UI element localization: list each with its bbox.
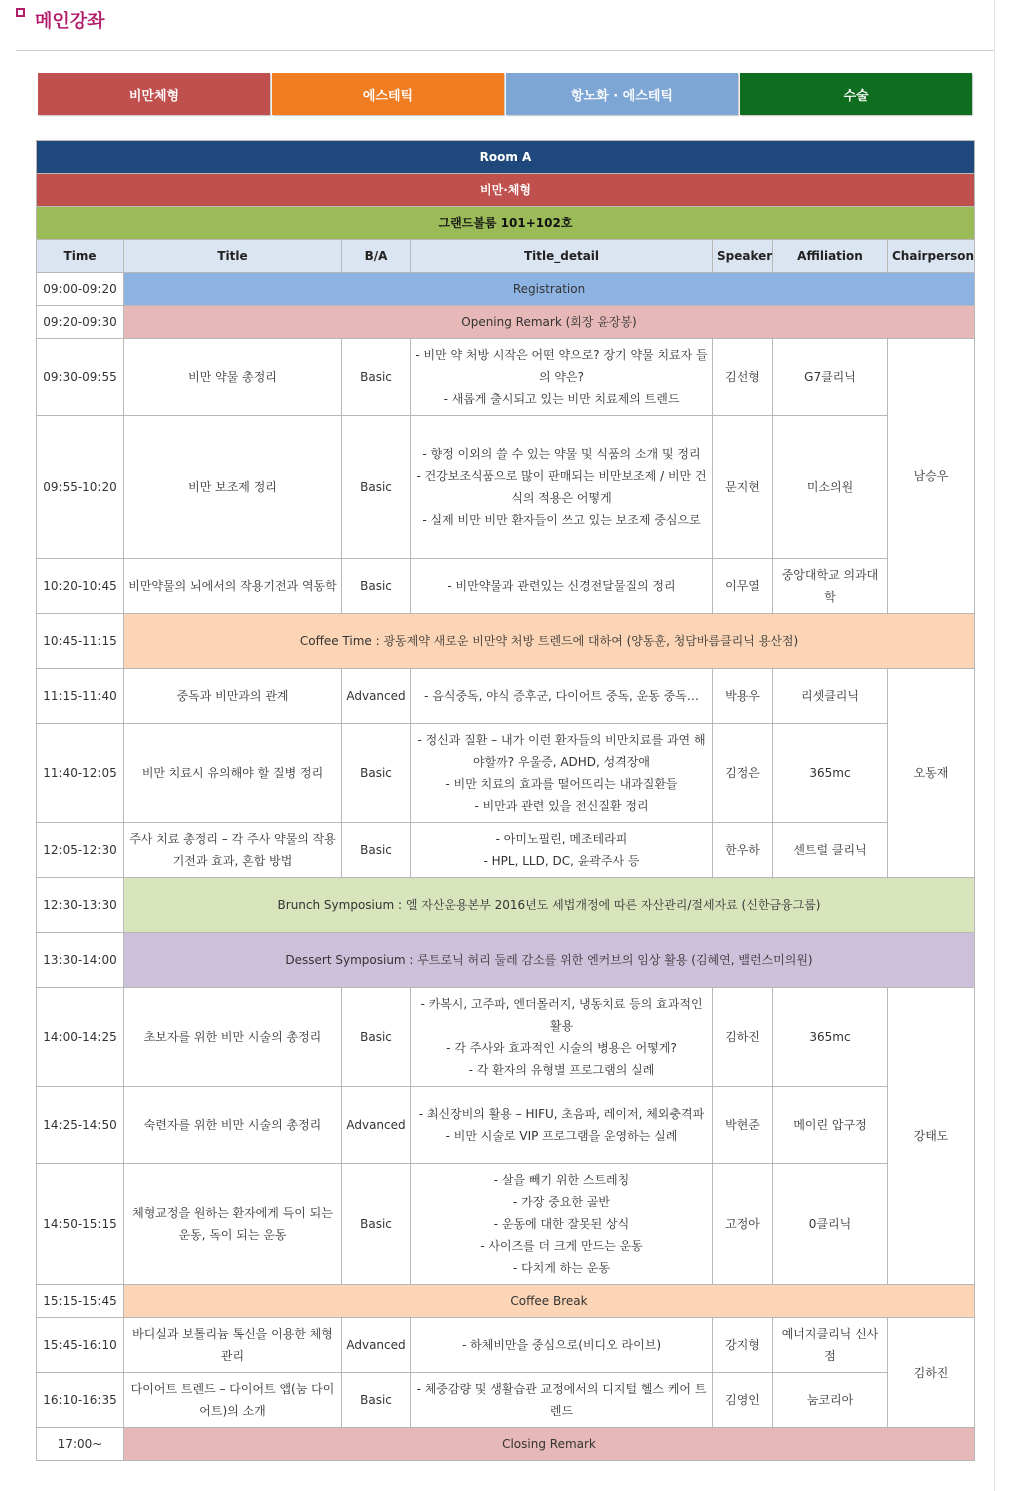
right-divider xyxy=(994,0,995,1491)
session-title: 비만 치료시 유의해야 할 질병 정리 xyxy=(124,724,342,823)
chairperson: 강태도 xyxy=(888,988,975,1285)
detail-line: - 카복시, 고주파, 엔더몰러지, 냉동치료 등의 효과적인 활용 xyxy=(420,997,703,1033)
row-time: 10:45-11:15 xyxy=(37,614,124,669)
detail-line: - 하체비만을 중심으로(비디오 라이브) xyxy=(461,1338,662,1352)
detail-line: - 새롭게 출시되고 있는 비만 치료제의 트렌드 xyxy=(443,392,680,406)
session-level: Basic xyxy=(342,988,411,1087)
session-title: 비만약물의 뇌에서의 작용기전과 역동학 xyxy=(124,559,342,614)
table-row xyxy=(37,669,975,724)
track-banner: 비만·체형 xyxy=(37,174,975,207)
row-time: 09:20-09:30 xyxy=(37,306,124,339)
session-detail xyxy=(411,1318,713,1373)
session-level: Basic xyxy=(342,1373,411,1428)
session-affiliation: 미소의원 xyxy=(773,416,888,559)
detail-line: - 비만 시술로 VIP 프로그램을 운영하는 실례 xyxy=(445,1129,678,1143)
session-speaker: 김선형 xyxy=(713,339,773,416)
row-time: 17:00~ xyxy=(37,1428,124,1461)
table-row xyxy=(37,988,975,1087)
row-time: 16:10-16:35 xyxy=(37,1373,124,1428)
chairperson: 김하진 xyxy=(888,1318,975,1428)
row-time: 14:00-14:25 xyxy=(37,988,124,1087)
session-title: 주사 치료 총정리 – 각 주사 약물의 작용기전과 효과, 혼합 방법 xyxy=(124,823,342,878)
session-level: Basic xyxy=(342,823,411,878)
session-detail xyxy=(411,988,713,1087)
session-speaker: 강지형 xyxy=(713,1318,773,1373)
square-bullet-icon xyxy=(16,8,25,17)
session-speaker: 김하진 xyxy=(713,988,773,1087)
session-title: 바디실과 보톨리늄 톡신을 이용한 체형관리 xyxy=(124,1318,342,1373)
session-detail xyxy=(411,1373,713,1428)
detail-line: - 실제 비만 비만 환자들이 쓰고 있는 보조제 중심으로 xyxy=(422,513,701,527)
tab-obesity[interactable]: 비만체형 xyxy=(38,73,270,115)
session-affiliation: 중앙대학교 의과대학 xyxy=(773,559,888,614)
table-row xyxy=(37,878,975,933)
table-row xyxy=(37,339,975,416)
section-title: 메인강좌 xyxy=(35,11,105,32)
table-row xyxy=(37,614,975,669)
session-speaker: 고정아 xyxy=(713,1164,773,1285)
session-affiliation: 365mc xyxy=(773,724,888,823)
detail-line: - 건강보조식품으로 많이 판매되는 비만보조제 / 비만 건식의 적용은 어떻게 xyxy=(416,469,707,505)
detail-line: - 음식중독, 야식 증후군, 다이어트 중독, 운동 중독… xyxy=(424,689,699,703)
row-time: 11:40-12:05 xyxy=(37,724,124,823)
session-detail xyxy=(411,669,713,724)
session-title: 중독과 비만과의 관계 xyxy=(124,669,342,724)
session-speaker: 박용우 xyxy=(713,669,773,724)
session-affiliation: G7클리닉 xyxy=(773,339,888,416)
detail-line: - 살을 빼기 위한 스트레칭 xyxy=(493,1173,630,1187)
detail-line: - 가장 중요한 골반 xyxy=(513,1195,610,1209)
detail-line: - 아미노필린, 메조테라피 xyxy=(495,832,628,846)
row-time: 13:30-14:00 xyxy=(37,933,124,988)
detail-line: - 비만 치료의 효과를 떨어뜨리는 내과질환들 xyxy=(445,777,678,791)
category-tabs xyxy=(38,73,972,115)
session-title: 초보자를 위한 비만 시술의 총정리 xyxy=(124,988,342,1087)
session-level: Basic xyxy=(342,559,411,614)
detail-line: - 비만과 관련 있을 전신질환 정리 xyxy=(474,799,649,813)
session-title: 비만 보조제 정리 xyxy=(124,416,342,559)
session-speaker: 한우하 xyxy=(713,823,773,878)
room-banner: Room A xyxy=(37,141,975,174)
session-affiliation: 리셋클리닉 xyxy=(773,669,888,724)
detail-line: - 각 주사와 효과적인 시술의 병용은 어떻게? xyxy=(446,1041,677,1055)
session-title: 체형교정을 원하는 환자에게 득이 되는 운동, 독이 되는 운동 xyxy=(124,1164,342,1285)
session-detail xyxy=(411,724,713,823)
event-cell-registration: Registration xyxy=(124,273,975,306)
col-header-ba: B/A xyxy=(342,240,411,273)
detail-line: - HPL, LLD, DC, 윤곽주사 등 xyxy=(483,854,640,868)
row-time: 11:15-11:40 xyxy=(37,669,124,724)
detail-line: - 다치게 하는 운동 xyxy=(513,1261,610,1275)
table-row xyxy=(37,933,975,988)
event-cell-opening: Opening Remark (회장 윤장봉) xyxy=(124,306,975,339)
table-row xyxy=(37,1285,975,1318)
session-level: Basic xyxy=(342,724,411,823)
row-time: 15:45-16:10 xyxy=(37,1318,124,1373)
session-speaker: 이무열 xyxy=(713,559,773,614)
detail-line: - 최신장비의 활용 – HIFU, 초음파, 레이저, 체외충격파 xyxy=(418,1107,705,1121)
session-detail xyxy=(411,1164,713,1285)
row-time: 14:25-14:50 xyxy=(37,1087,124,1164)
session-level: Basic xyxy=(342,1164,411,1285)
table-row xyxy=(37,724,975,823)
hall-banner: 그랜드볼룸 101+102호 xyxy=(37,207,975,240)
session-title: 다이어트 트렌드 – 다이어트 앱(눔 다이어트)의 소개 xyxy=(124,1373,342,1428)
detail-line: - 각 환자의 유형별 프로그램의 실례 xyxy=(468,1063,655,1077)
table-row xyxy=(37,416,975,559)
session-detail xyxy=(411,1087,713,1164)
detail-line: - 정신과 질환 – 내가 이런 환자들의 비만치료를 과연 해야할까? 우울증, ADHD, 성격장애 xyxy=(417,733,706,769)
table-row xyxy=(37,1164,975,1285)
col-header-time: Time xyxy=(37,240,124,273)
table-row xyxy=(37,306,975,339)
row-time: 12:30-13:30 xyxy=(37,878,124,933)
table-row xyxy=(37,273,975,306)
table-row xyxy=(37,1087,975,1164)
event-cell-closing: Closing Remark xyxy=(124,1428,975,1461)
col-header-speaker: Speaker xyxy=(713,240,773,273)
session-title: 숙련자를 위한 비만 시술의 총정리 xyxy=(124,1087,342,1164)
col-header-title: Title xyxy=(124,240,342,273)
session-affiliation: 센트럴 클리닉 xyxy=(773,823,888,878)
chairperson: 남승우 xyxy=(888,339,975,614)
session-level: Basic xyxy=(342,339,411,416)
session-speaker: 김정은 xyxy=(713,724,773,823)
col-header-chairperson: Chairperson xyxy=(888,240,975,273)
table-row xyxy=(37,559,975,614)
session-level: Advanced xyxy=(342,1318,411,1373)
tab-surgery[interactable]: 수술 xyxy=(740,73,972,115)
table-row xyxy=(37,1373,975,1428)
session-affiliation: 365mc xyxy=(773,988,888,1087)
session-speaker: 김영인 xyxy=(713,1373,773,1428)
event-cell-dessert-symposium: Dessert Symposium : 루트로닉 허리 둘레 감소를 위한 엔커브의 임상 활용 (김혜연, 밸런스미의원) xyxy=(124,933,975,988)
chairperson: 오동재 xyxy=(888,669,975,878)
session-level: Advanced xyxy=(342,1087,411,1164)
session-title: 비만 약물 총정리 xyxy=(124,339,342,416)
session-affiliation: 0클리닉 xyxy=(773,1164,888,1285)
col-header-title-detail: Title_detail xyxy=(411,240,713,273)
row-time: 14:50-15:15 xyxy=(37,1164,124,1285)
schedule-table xyxy=(36,140,975,1461)
event-cell-coffee-break: Coffee Break xyxy=(124,1285,975,1318)
session-affiliation: 눔코리아 xyxy=(773,1373,888,1428)
session-affiliation: 예너지클리닉 신사점 xyxy=(773,1318,888,1373)
session-level: Basic xyxy=(342,416,411,559)
session-affiliation: 메이린 압구정 xyxy=(773,1087,888,1164)
detail-line: - 사이즈를 더 크게 만드는 운동 xyxy=(480,1239,643,1253)
row-time: 09:55-10:20 xyxy=(37,416,124,559)
table-row xyxy=(37,1318,975,1373)
table-row xyxy=(37,1428,975,1461)
row-time: 15:15-15:45 xyxy=(37,1285,124,1318)
session-detail xyxy=(411,559,713,614)
event-cell-coffee-time: Coffee Time : 광동제약 새로운 비만약 처방 트렌드에 대하여 (양동훈, 청담바름클리닉 용산점) xyxy=(124,614,975,669)
session-detail xyxy=(411,823,713,878)
row-time: 09:30-09:55 xyxy=(37,339,124,416)
event-cell-brunch-symposium: Brunch Symposium : 엘 자산운용본부 2016년도 세법개정에 따른 자산관리/절세자료 (신한금융그룹) xyxy=(124,878,975,933)
session-detail xyxy=(411,339,713,416)
row-time: 10:20-10:45 xyxy=(37,559,124,614)
row-time: 12:05-12:30 xyxy=(37,823,124,878)
session-level: Advanced xyxy=(342,669,411,724)
detail-line: - 비만 약 처방 시작은 어떤 약으로? 장기 약물 치료자 들의 약은? xyxy=(415,348,708,384)
section-header xyxy=(16,8,994,51)
session-detail xyxy=(411,416,713,559)
detail-line: - 운동에 대한 잘못된 상식 xyxy=(493,1217,630,1231)
tab-anti-aging[interactable]: 항노화 · 에스테틱 xyxy=(506,73,738,115)
session-speaker: 문지현 xyxy=(713,416,773,559)
col-header-affiliation: Affiliation xyxy=(773,240,888,273)
row-time: 09:00-09:20 xyxy=(37,273,124,306)
detail-line: - 비만약물과 관련있는 신경전달물질의 정리 xyxy=(447,579,676,593)
tab-aesthetic[interactable]: 에스테틱 xyxy=(272,73,504,115)
detail-line: - 향정 이외의 쓸 수 있는 약물 및 식품의 소개 및 정리 xyxy=(422,447,701,461)
detail-line: - 체중감량 및 생활습관 교정에서의 디지털 헬스 케어 트렌드 xyxy=(416,1382,707,1418)
session-speaker: 박현준 xyxy=(713,1087,773,1164)
table-row xyxy=(37,823,975,878)
